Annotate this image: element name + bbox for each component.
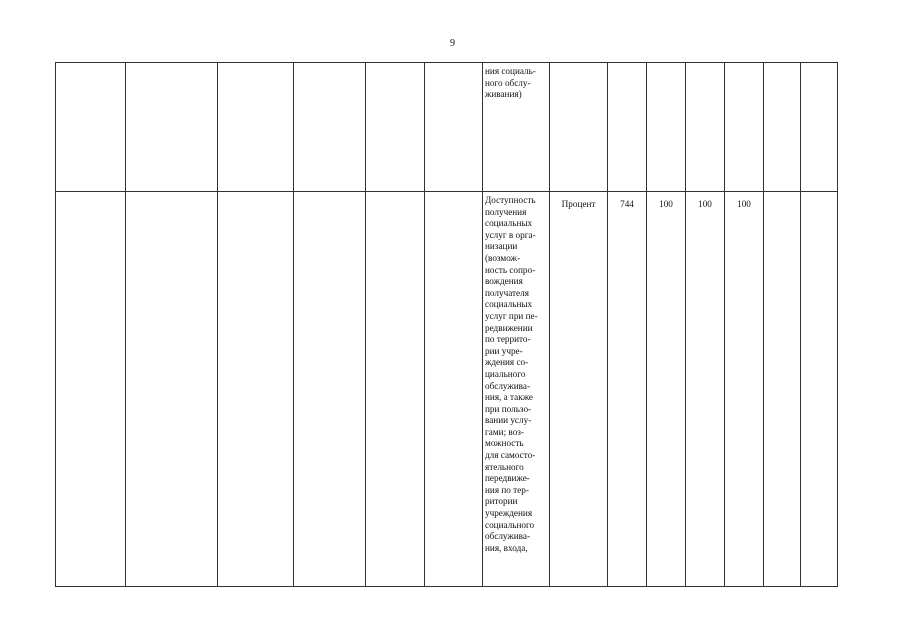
indicator-text-line: услуг в орга- bbox=[485, 229, 536, 240]
indicator-text-line: ждения со- bbox=[485, 357, 529, 368]
value-cell bbox=[647, 192, 686, 587]
indicator-text-line: ния, входа, bbox=[485, 542, 528, 553]
indicator-text-line: ятельного bbox=[485, 461, 524, 472]
table-cell bbox=[764, 63, 801, 192]
value-3: 100 bbox=[737, 199, 751, 209]
indicator-text-line: ния по тер- bbox=[485, 484, 529, 495]
unit-code: 744 bbox=[620, 199, 634, 209]
indicator-text-line: низации bbox=[485, 241, 518, 252]
indicator-text-line: вождения bbox=[485, 276, 523, 287]
table-cell bbox=[294, 63, 366, 192]
table-cell bbox=[126, 192, 218, 587]
indicator-text-line: ритории bbox=[485, 496, 518, 507]
table-cell bbox=[608, 63, 647, 192]
unit-cell bbox=[550, 192, 608, 587]
indicator-text-line: Доступность bbox=[485, 195, 536, 205]
indicator-text-line: при пользо- bbox=[485, 403, 532, 414]
table-cell bbox=[725, 63, 764, 192]
document-table bbox=[55, 62, 838, 587]
table-cell bbox=[366, 192, 425, 587]
value-cell bbox=[725, 192, 764, 587]
indicator-text-line: можность bbox=[485, 438, 524, 449]
indicator-text-line: ность сопро- bbox=[485, 264, 536, 275]
indicator-text-line: для самосто- bbox=[485, 450, 536, 461]
table-cell bbox=[425, 63, 483, 192]
indicator-text-line: ного обслу- bbox=[485, 77, 531, 88]
indicator-text-line: гами; воз- bbox=[485, 426, 524, 437]
indicator-text-line: ния социаль- bbox=[485, 66, 536, 76]
table-cell bbox=[218, 63, 294, 192]
page-number: 9 bbox=[450, 38, 455, 49]
indicator-text-line: социальных bbox=[485, 299, 533, 310]
indicator-text-line: получателя bbox=[485, 287, 529, 298]
table-cell bbox=[801, 192, 838, 587]
indicator-text-line: ния, а также bbox=[485, 392, 534, 403]
indicator-text-line: социальных bbox=[485, 218, 533, 229]
indicator-name-cell bbox=[483, 63, 550, 192]
table-cell bbox=[764, 192, 801, 587]
table-cell bbox=[56, 192, 126, 587]
table-cell bbox=[218, 192, 294, 587]
unit-label: Процент bbox=[561, 199, 596, 209]
table-cell bbox=[425, 192, 483, 587]
code-cell bbox=[608, 192, 647, 587]
value-2: 100 bbox=[698, 199, 712, 209]
indicator-name-cell bbox=[483, 192, 550, 587]
indicator-text-line: циального bbox=[485, 368, 526, 379]
indicator-text-line: вании услу- bbox=[485, 415, 532, 426]
table-cell bbox=[801, 63, 838, 192]
indicator-text-line: получения bbox=[485, 206, 527, 217]
indicator-text-line: рии учре- bbox=[485, 345, 523, 356]
indicator-text-line: живания) bbox=[485, 89, 522, 100]
indicator-text-line: учреждения bbox=[485, 508, 533, 519]
table-cell bbox=[56, 63, 126, 192]
table-cell bbox=[366, 63, 425, 192]
indicator-text-line: обслужива- bbox=[485, 380, 531, 391]
indicator-text-line: (возмож- bbox=[485, 252, 521, 263]
indicator-text-line: обслужива- bbox=[485, 531, 531, 542]
indicator-text-line: по террито- bbox=[485, 334, 531, 345]
table-cell bbox=[294, 192, 366, 587]
table-row bbox=[56, 63, 838, 192]
indicator-text-line: услуг при пе- bbox=[485, 310, 538, 321]
table-cell bbox=[647, 63, 686, 192]
table-cell bbox=[126, 63, 218, 192]
value-cell bbox=[686, 192, 725, 587]
value-1: 100 bbox=[659, 199, 673, 209]
indicator-text-line: редвижении bbox=[485, 322, 533, 333]
indicator-text-line: передвиже- bbox=[485, 473, 530, 484]
table-cell bbox=[550, 63, 608, 192]
table-row bbox=[56, 192, 838, 587]
table-cell bbox=[686, 63, 725, 192]
indicator-text-line: социального bbox=[485, 519, 535, 530]
